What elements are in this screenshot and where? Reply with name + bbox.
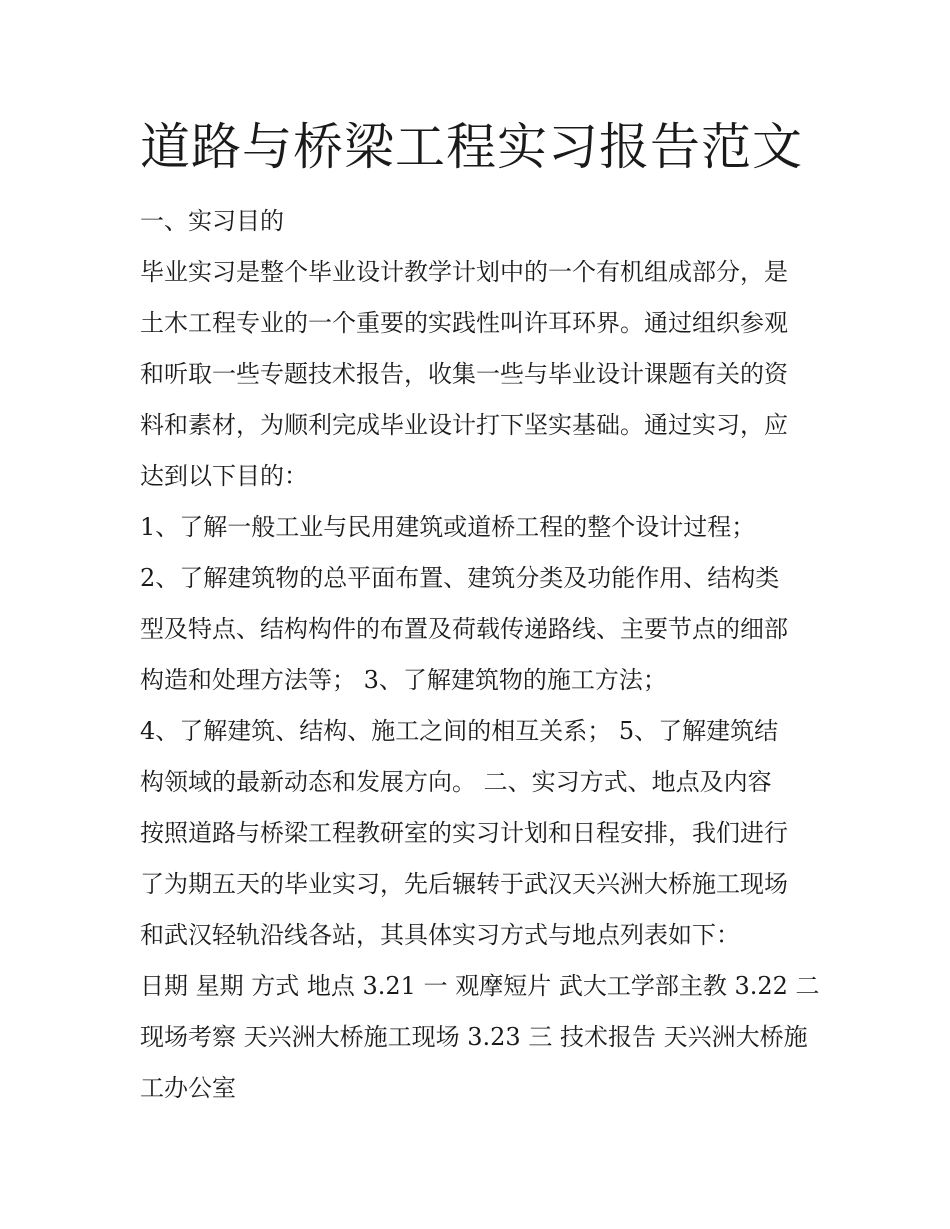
- body-line: 现场考察 天兴洲大桥施工现场 3.23 三 技术报告 天兴洲大桥施: [140, 1023, 808, 1051]
- section-heading: 一、实习目的: [140, 207, 284, 235]
- body-line: 构领域的最新动态和发展方向。 二、实习方式、地点及内容: [140, 768, 772, 796]
- body-line: 构造和处理方法等； 3、了解建筑物的施工方法；: [140, 666, 667, 694]
- body-line: 达到以下目的：: [140, 462, 308, 490]
- body-line: 工办公室: [140, 1074, 236, 1102]
- body-line: 型及特点、结构构件的布置及荷载传递路线、主要节点的细部: [140, 615, 788, 643]
- body-line: 土木工程专业的一个重要的实践性叫许耳环界。通过组织参观: [140, 309, 788, 337]
- body-line: 料和素材，为顺利完成毕业设计打下坚实基础。通过实习，应: [140, 411, 788, 439]
- document-title: 道路与桥梁工程实习报告范文: [140, 118, 803, 176]
- body-line: 2、了解建筑物的总平面布置、建筑分类及功能作用、结构类: [140, 564, 780, 592]
- body-line: 日期 星期 方式 地点 3.21 一 观摩短片 武大工学部主教 3.22 二: [140, 972, 820, 1000]
- body-line: 毕业实习是整个毕业设计教学计划中的一个有机组成部分，是: [140, 258, 788, 286]
- body-line: 和武汉轻轨沿线各站，其具体实习方式与地点列表如下：: [140, 921, 740, 949]
- body-line: 1、了解一般工业与民用建筑或道桥工程的整个设计过程；: [140, 513, 756, 541]
- body-line: 了为期五天的毕业实习，先后辗转于武汉天兴洲大桥施工现场: [140, 870, 788, 898]
- body-line: 按照道路与桥梁工程教研室的实习计划和日程安排，我们进行: [140, 819, 788, 847]
- body-line: 和听取一些专题技术报告，收集一些与毕业设计课题有关的资: [140, 360, 788, 388]
- body-line: 4、了解建筑、结构、施工之间的相互关系； 5、了解建筑结: [140, 717, 779, 745]
